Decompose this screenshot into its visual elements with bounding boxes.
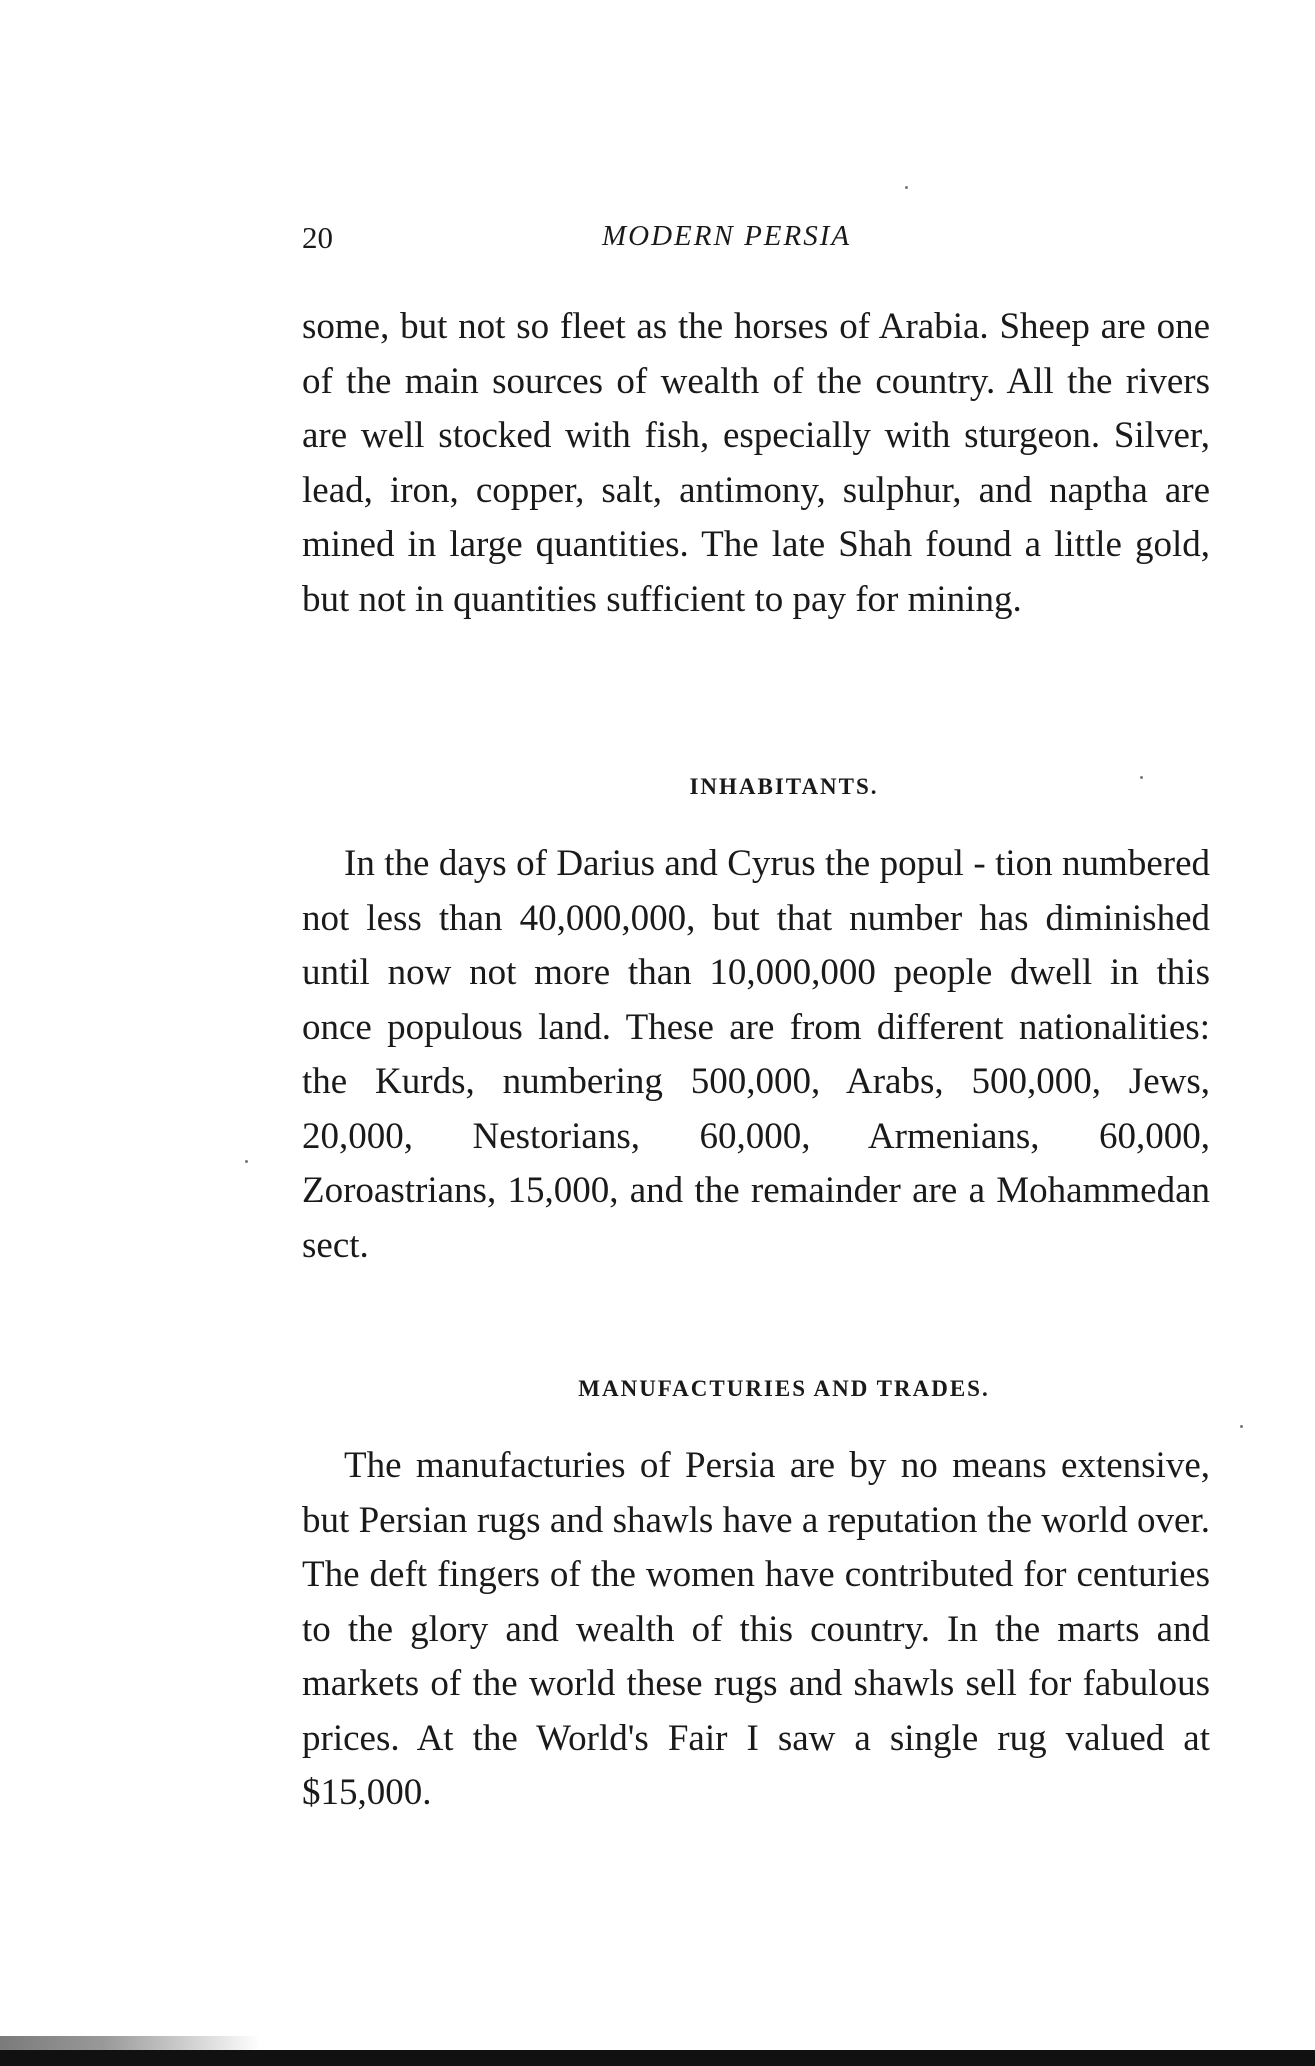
paper-speck <box>1140 776 1143 779</box>
section-heading-inhabitants: INHABITANTS. <box>689 774 879 799</box>
scan-edge-shadow <box>0 2036 260 2050</box>
page-number: 20 <box>302 220 333 255</box>
paragraph-animals-minerals: some, but not so fleet as the horses of Arabia. Sheep are one of the main sources of wealth of the country. All the rivers are well stocked with fish, especially with sturgeon. Silver, lead, iron, copper, salt, antimony, sulphur, and naptha are mined in large quantities. The late Shah found a little gold, but not in quantities sufficient to pay for mining. <box>302 306 1210 620</box>
paragraph-manufactures: The manufacturies of Persia are by no means extensive, but Persian rugs and shawls have a reputation the world over. The deft fingers of the women have contributed for centuries to the glory and wealth of this country. In the marts and markets of the world these rugs and shawls sell for fabulous prices. At the World's Fair I saw a single rug valued at $15,000. <box>302 1445 1210 1813</box>
scan-bottom-edge <box>0 2050 1315 2066</box>
paragraph-inhabitants: In the days of Darius and Cyrus the popul - tion numbered not less than 40,000,000, but that number has diminished until now not more than 10,000,000 people dwell in this once populous land. These are from different nationalities: the Kurds, numbering 500,000, Arabs, 500,000, Jews, 20,000, Nestorians, 60,000, Armenians, 60,000, Zoroastrians, 15,000, and the remainder are a Mohammedan sect. <box>302 843 1210 1266</box>
running-head <box>302 220 1212 264</box>
paper-speck <box>245 1160 248 1163</box>
paper-speck <box>1240 1425 1243 1428</box>
paper-speck <box>905 186 908 189</box>
running-title: MODERN PERSIA <box>602 220 852 252</box>
section-heading-manufactures: MANUFACTURIES AND TRADES. <box>578 1376 990 1401</box>
